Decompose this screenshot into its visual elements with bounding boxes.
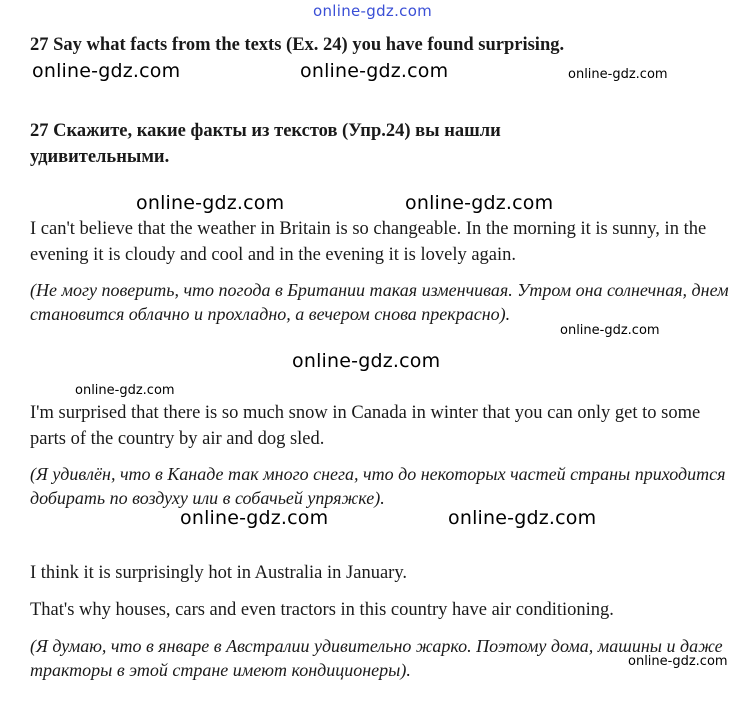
paragraph-ru: (Я думаю, что в январе в Австралии удивительно жарко. Поэтому дома, машины и даже тракторы в этой стране имеют кондиционеры). — [30, 636, 723, 680]
task-heading-en: 27 Say what facts from the texts (Ex. 24) you have found surprising. — [30, 35, 565, 55]
paragraph-en: That's why houses, cars and even tractors in this country have air conditioning. — [30, 600, 614, 620]
paragraph-ru: (Я удивлён, что в Канаде так много снега, что до некоторых частей страны приходится добирать по воздуху или в собачьей упряжке). — [30, 464, 726, 508]
watermark: online-gdz.com — [32, 60, 181, 82]
watermark: online-gdz.com — [628, 654, 728, 669]
watermark: online-gdz.com — [405, 192, 554, 214]
paragraph-en: I think it is surprisingly hot in Australia in January. — [30, 563, 407, 583]
watermark: online-gdz.com — [136, 192, 285, 214]
watermark: online-gdz.com — [75, 383, 175, 398]
watermark: online-gdz.com — [292, 350, 441, 372]
task-heading-ru: 27 Скажите, какие факты из текстов (Упр.24) вы нашли удивительными. — [30, 121, 501, 167]
paragraph-en: I'm surprised that there is so much snow in Canada in winter that you can only get to some parts of the country by air and dog sled. — [30, 403, 701, 449]
watermark: online-gdz.com — [300, 60, 449, 82]
watermark: online-gdz.com — [180, 507, 329, 529]
watermark: online-gdz.com — [560, 323, 660, 338]
watermark: online-gdz.com — [448, 507, 597, 529]
paragraph-en: I can't believe that the weather in Britain is so changeable. In the morning it is sunny, in the evening it is cloudy and cool and in the evening it is lovely again. — [30, 219, 707, 265]
watermark: online-gdz.com — [568, 67, 668, 82]
watermark-top: online-gdz.com — [313, 2, 433, 20]
paragraph-ru: (Не могу поверить, что погода в Британии такая изменчивая. Утром она солнечная, днем становится облачно и прохладно, а вечером снова прекрасно). — [30, 280, 729, 324]
